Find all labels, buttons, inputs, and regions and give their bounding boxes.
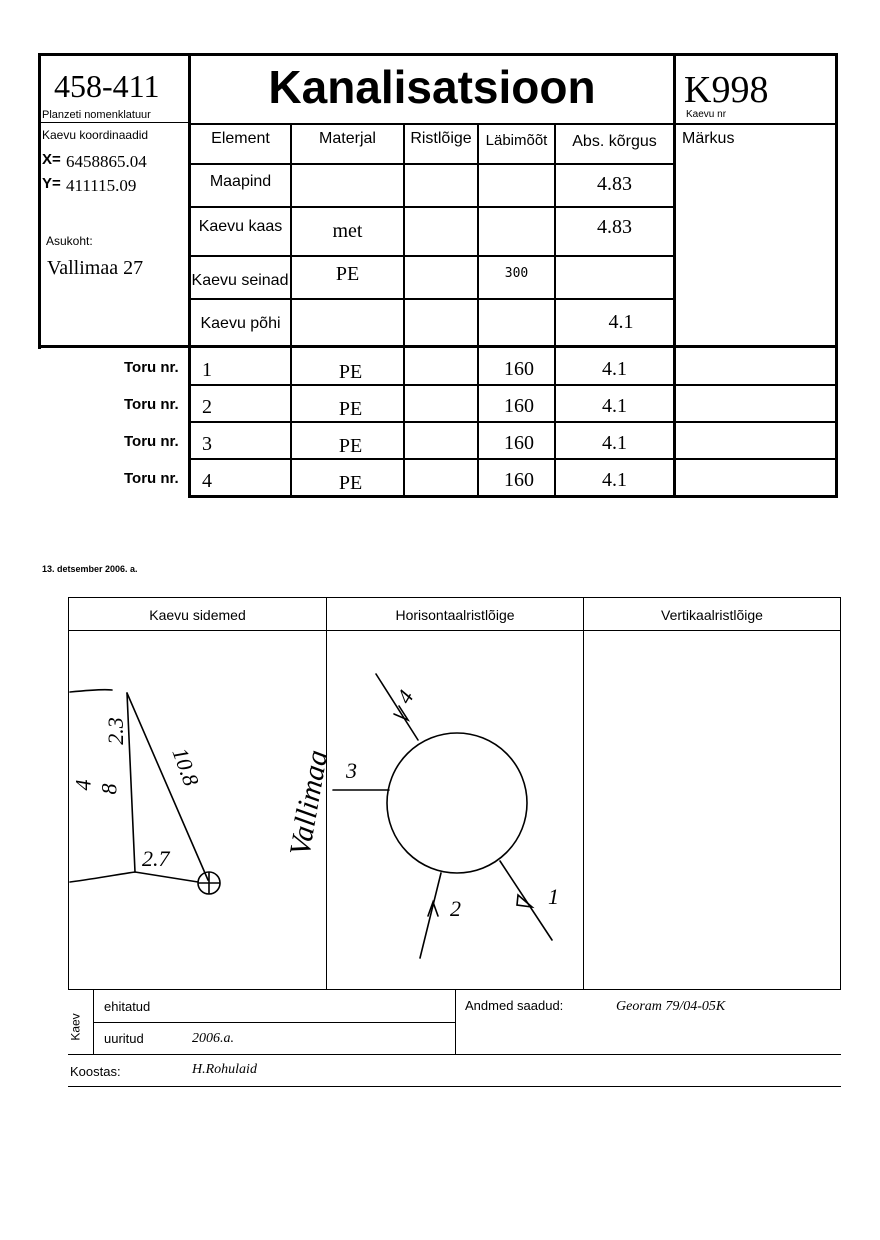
pipe-nr: 1 bbox=[202, 359, 212, 381]
sketch-dist-108: 10.8 bbox=[167, 744, 205, 790]
sketch-col-vertical: Vertikaalristlõige bbox=[661, 607, 763, 623]
element-abs-height: 4.1 bbox=[608, 311, 634, 333]
well-number-label: Kaevu nr bbox=[686, 109, 727, 120]
source-label: Andmed saadud: bbox=[465, 998, 564, 1013]
pipe-nr: 4 bbox=[202, 470, 212, 492]
sketch-pipe-2-label: 2 bbox=[450, 896, 461, 921]
col-material: Materjal bbox=[319, 130, 376, 147]
sketch-dist-4: 4 bbox=[70, 779, 96, 791]
pipe-material: PE bbox=[338, 472, 363, 494]
pipe-material: PE bbox=[338, 361, 363, 383]
map-code-label: Planzeti nomenklatuur bbox=[42, 109, 151, 121]
pipe-diameter: 160 bbox=[504, 469, 534, 491]
col-abs-height: Abs. kõrgus bbox=[572, 133, 657, 150]
y-value: 411115.09 bbox=[66, 176, 137, 195]
kaev-label: Kaev bbox=[68, 1013, 83, 1041]
well-plan-circle bbox=[387, 733, 527, 873]
col-cross-section: Ristlõige bbox=[410, 130, 472, 147]
building-edge-top bbox=[70, 690, 112, 692]
pipe-label: Toru nr. bbox=[124, 470, 179, 487]
measure-line-bottom bbox=[135, 872, 198, 882]
page-title: Kanalisatsioon bbox=[268, 61, 596, 113]
built-label: ehitatud bbox=[104, 999, 151, 1014]
author-label: Koostas: bbox=[70, 1064, 121, 1079]
location-value: Vallimaa 27 bbox=[47, 257, 144, 279]
element-abs-height: 4.83 bbox=[597, 173, 632, 195]
element-abs-height: 4.83 bbox=[597, 216, 632, 238]
source-value: Georam 79/04-05K bbox=[616, 999, 726, 1014]
x-label: X= bbox=[42, 151, 61, 168]
col-diameter: Läbimõõt bbox=[485, 132, 548, 149]
pipe-material: PE bbox=[338, 435, 363, 457]
surveyed-label: uuritud bbox=[104, 1031, 144, 1046]
sketch-col-horizontal: Horisontaalristlõige bbox=[395, 607, 515, 623]
pipe-abs-height: 4.1 bbox=[602, 432, 627, 454]
sketch-pipe-1-label: 1 bbox=[548, 884, 559, 909]
element-name: Kaevu seinad bbox=[191, 272, 289, 289]
pipe-material: PE bbox=[338, 398, 363, 420]
pipe-nr: 2 bbox=[202, 396, 212, 418]
x-value: 6458865.04 bbox=[66, 152, 147, 171]
pipe-label: Toru nr. bbox=[124, 359, 179, 376]
element-diameter: 300 bbox=[504, 266, 529, 281]
pipe-1-line bbox=[500, 861, 552, 940]
y-label: Y= bbox=[42, 175, 61, 192]
pipe-label: Toru nr. bbox=[124, 396, 179, 413]
location-label: Asukoht: bbox=[46, 234, 93, 248]
coords-label: Kaevu koordinaadid bbox=[42, 128, 149, 142]
pipe-label: Toru nr. bbox=[124, 433, 179, 450]
pipe-abs-height: 4.1 bbox=[602, 469, 627, 491]
pipe-nr: 3 bbox=[202, 433, 212, 455]
sketch-pipe-3-label: 3 bbox=[346, 758, 357, 783]
pipe-abs-height: 4.1 bbox=[602, 358, 627, 380]
element-material: met bbox=[332, 220, 363, 242]
element-name: Kaevu kaas bbox=[198, 218, 283, 235]
pipe-abs-height: 4.1 bbox=[602, 395, 627, 417]
col-element: Element bbox=[211, 130, 270, 147]
well-number: K998 bbox=[684, 69, 769, 111]
author-value: H.Rohulaid bbox=[192, 1062, 257, 1077]
pipe-2-arrow bbox=[428, 902, 438, 916]
col-remark: Märkus bbox=[682, 130, 735, 147]
surveyed-value: 2006.a. bbox=[192, 1031, 234, 1046]
element-material: PE bbox=[335, 263, 360, 285]
map-code: 458-411 bbox=[54, 68, 160, 104]
sketch-dist-8: 8 bbox=[96, 783, 122, 795]
pipe-diameter: 160 bbox=[504, 395, 534, 417]
sketch-dist-23: 2.3 bbox=[102, 717, 128, 745]
sketch-col-connections: Kaevu sidemed bbox=[149, 607, 246, 623]
building-edge-bottom bbox=[70, 872, 135, 882]
element-name: Kaevu põhi bbox=[200, 315, 281, 332]
well-symbol-cross bbox=[199, 873, 219, 893]
sketch-pipe-4-label: 4 bbox=[391, 685, 419, 708]
sketch-dist-27: 2.7 bbox=[142, 846, 170, 871]
element-name: Maapind bbox=[209, 173, 272, 190]
document-date: 13. detsember 2006. a. bbox=[42, 564, 138, 574]
pipe-diameter: 160 bbox=[504, 432, 534, 454]
sketch-street-name: Vallimaa bbox=[283, 747, 335, 859]
pipe-diameter: 160 bbox=[504, 358, 534, 380]
